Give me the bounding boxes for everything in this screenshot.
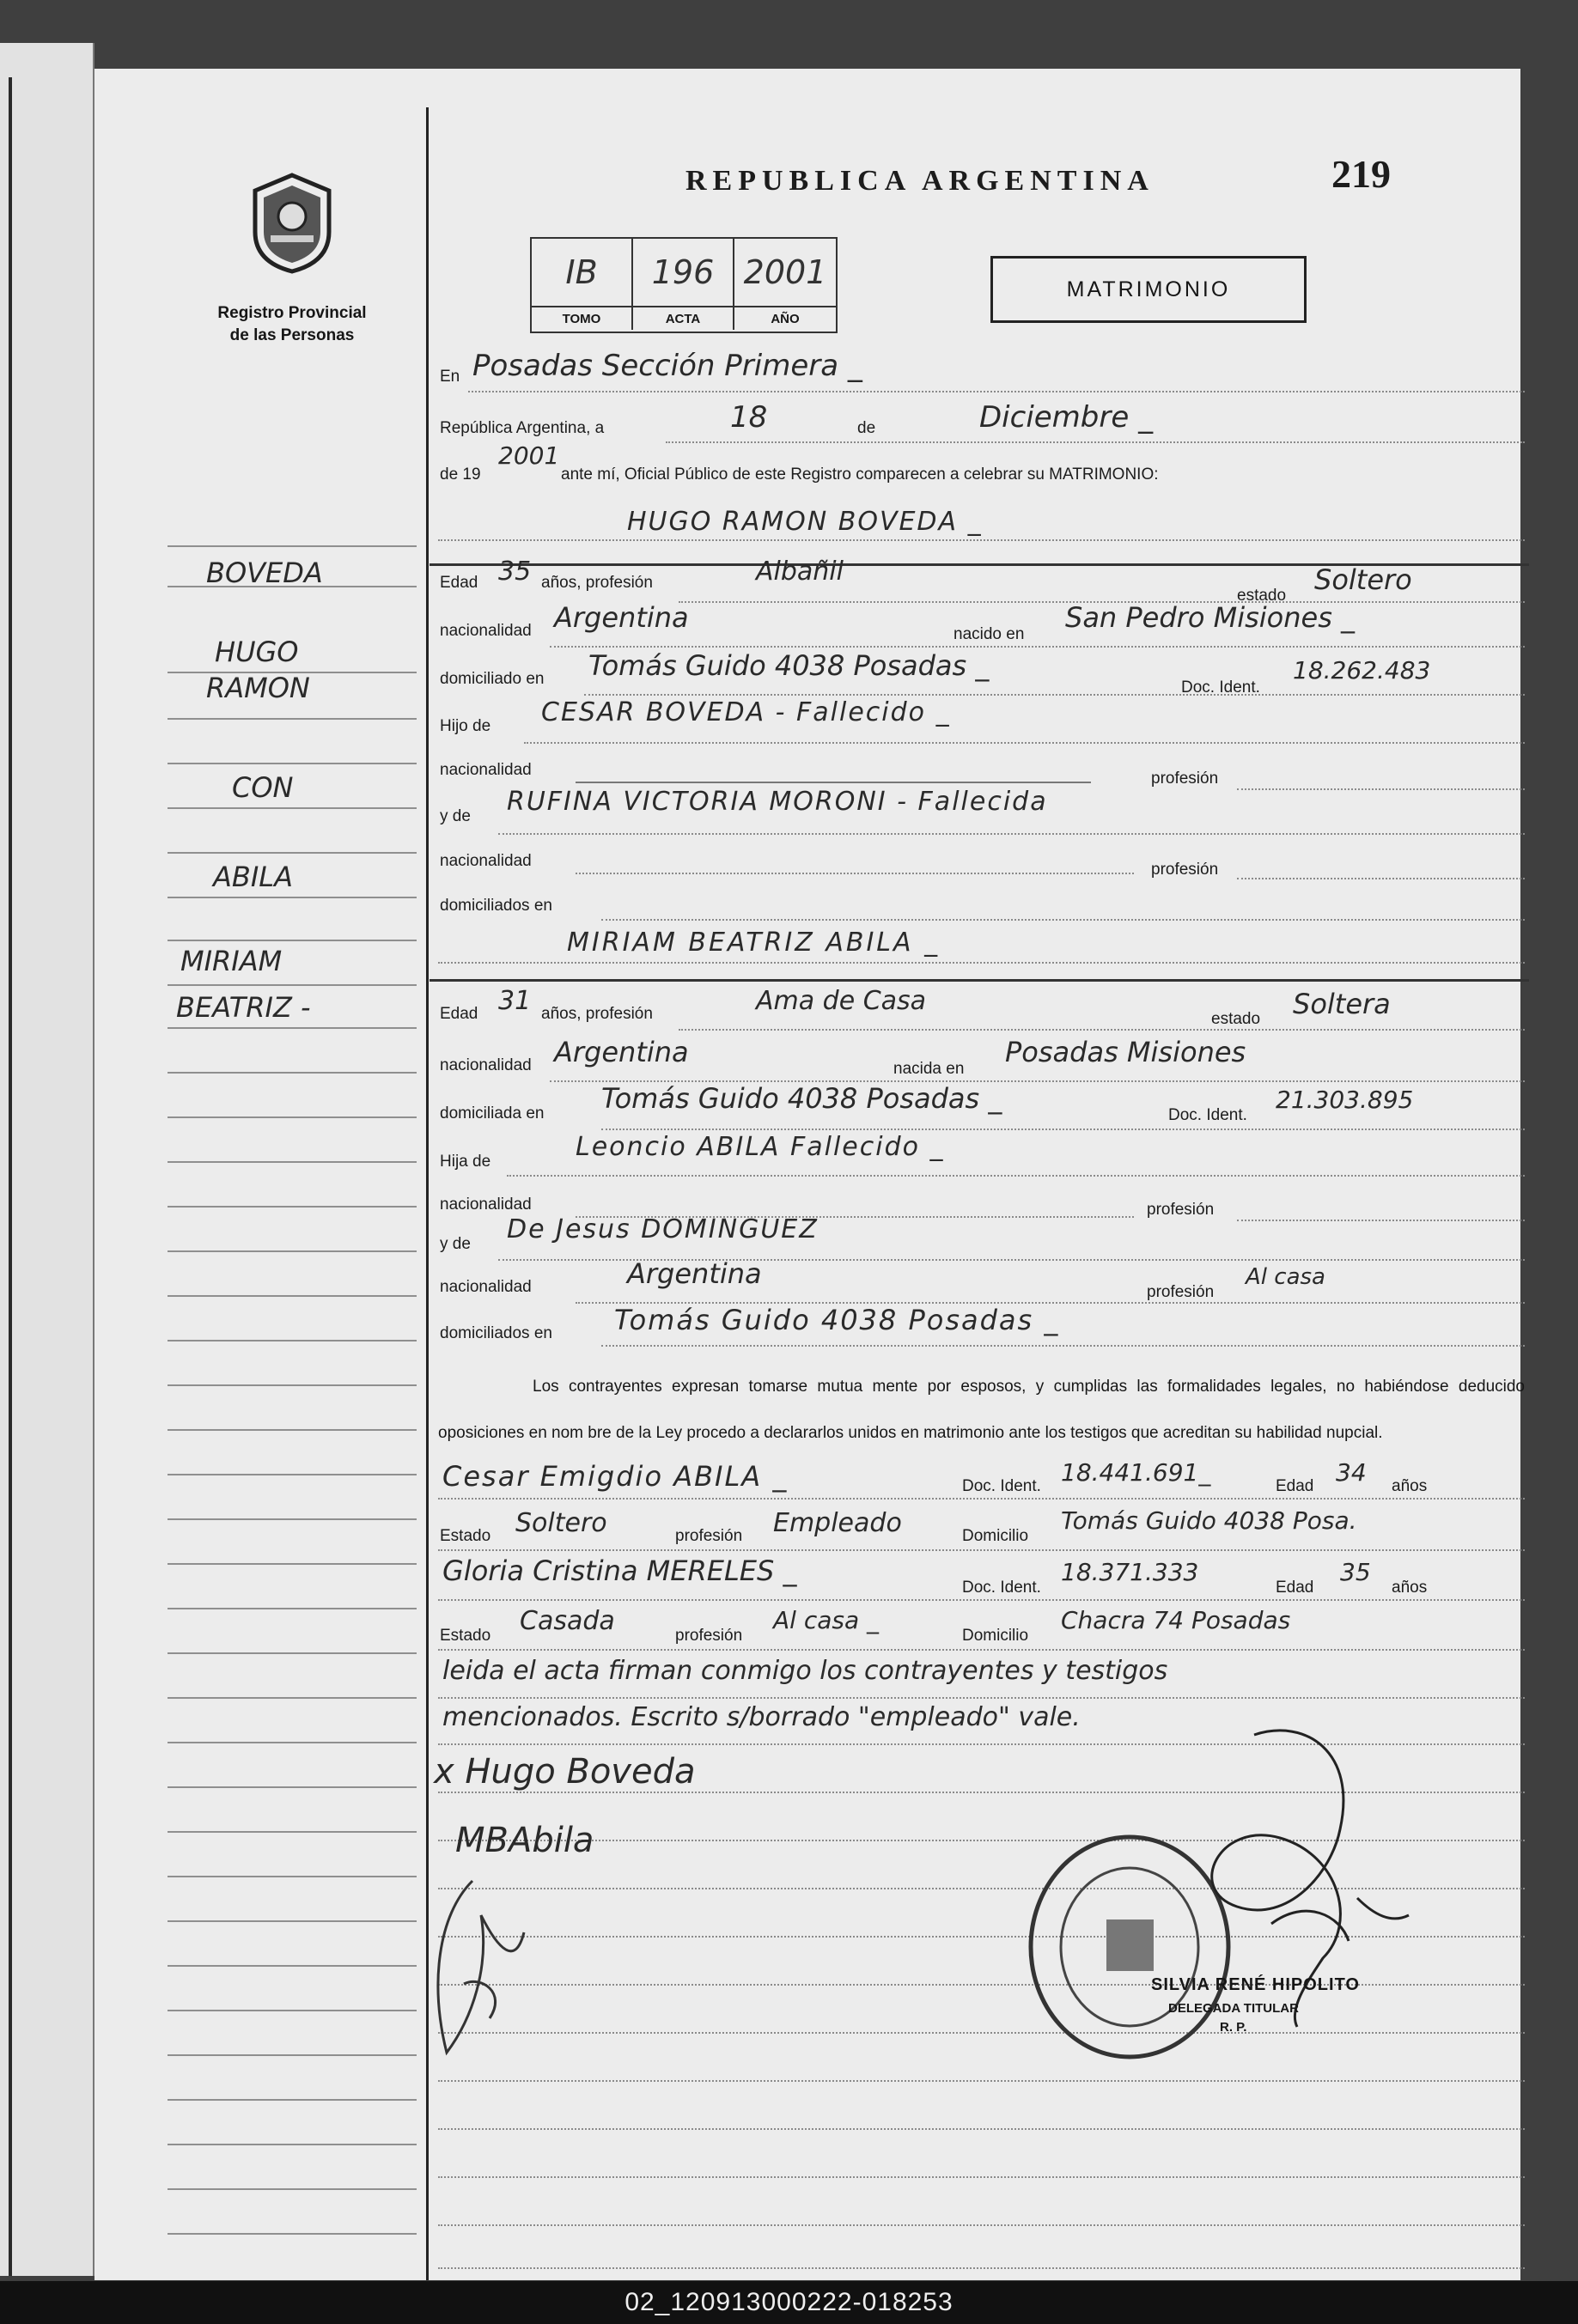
edad-label: Edad xyxy=(440,1005,478,1023)
estado-label: Estado xyxy=(440,1627,491,1645)
anio-value: 2001 xyxy=(743,253,827,291)
certificate-sheet xyxy=(94,69,1525,2280)
estado-label: Estado xyxy=(440,1527,491,1545)
tomo-label: TOMO xyxy=(532,306,633,330)
witness1-doc: 18.441.691_ xyxy=(1061,1458,1211,1487)
domiciliado-en-label: domiciliado en xyxy=(440,670,545,688)
witness2-domicilio: Chacra 74 Posadas xyxy=(1061,1606,1291,1634)
page-number: 219 xyxy=(1331,152,1391,196)
acta-label: ACTA xyxy=(633,306,734,330)
bride-domicilio: Tomás Guido 4038 Posadas _ xyxy=(601,1082,1002,1115)
witness1-domicilio: Tomás Guido 4038 Posa. xyxy=(1061,1506,1357,1535)
doc-ident-label: Doc. Ident. xyxy=(1181,678,1260,697)
acta-value: 196 xyxy=(633,239,734,306)
nacionalidad-label: nacionalidad xyxy=(440,1056,532,1074)
witness1-edad: 34 xyxy=(1336,1458,1367,1487)
nacionalidad-label: nacionalidad xyxy=(440,852,532,870)
y-de-label: y de xyxy=(440,807,471,825)
declaration-text: Los contrayentes expresan tomarse mutua mente por esposos, y cumplidas las formalidades legales, no habiéndose deducido oposiciones en nom bre de la Ley procedo a declararlos unidos en matrimonio ante los testigos que acreditan su habilidad nupcial. xyxy=(438,1378,1525,1442)
edad-label: Edad xyxy=(440,574,478,592)
groom-madre: RUFINA VICTORIA MORONI - Fallecida xyxy=(507,787,1048,817)
hijo-de-label: Hijo de xyxy=(440,717,491,735)
de-label: de xyxy=(857,419,876,437)
tomo-value: IB xyxy=(532,239,633,306)
witness1-profesion: Empleado xyxy=(773,1508,902,1538)
nacionalidad-label: nacionalidad xyxy=(440,1278,532,1296)
groom-nacionalidad: Argentina xyxy=(554,601,689,634)
bride-padre: Leoncio ABILA Fallecido _ xyxy=(576,1132,945,1162)
officer-name: SILVIA RENÉ HIPOLITO xyxy=(1151,1975,1360,1994)
nacida-en-label: nacida en xyxy=(893,1060,965,1078)
anios-profesion-label: años, profesión xyxy=(541,1005,653,1023)
groom-estado: Soltero xyxy=(1314,563,1412,596)
closing-line2: mencionados. Escrito s/borrado "empleado" vale. xyxy=(442,1702,1081,1732)
nacionalidad-label: nacionalidad xyxy=(440,1195,532,1214)
anios-profesion-label: años, profesión xyxy=(541,574,653,592)
doc-ident-label: Doc. Ident. xyxy=(1168,1106,1247,1124)
witness2-name: Gloria Cristina MERELES _ xyxy=(442,1554,797,1587)
registry-office-label xyxy=(180,302,404,347)
groom-profesion: Albañil xyxy=(756,557,844,587)
witness2-profesion: Al casa _ xyxy=(773,1606,880,1634)
page-edge-rule xyxy=(9,77,12,2276)
witness1-name: Cesar Emigdio ABILA _ xyxy=(442,1460,789,1493)
previous-page-edge xyxy=(0,43,94,2276)
bride-edad: 31 xyxy=(498,986,532,1016)
registry-office-line2: de las Personas xyxy=(229,326,355,344)
domiciliada-en-label: domiciliada en xyxy=(440,1104,545,1122)
bride-nacionalidad: Argentina xyxy=(554,1036,689,1068)
anio-label: AÑO xyxy=(734,306,836,330)
domiciliados-en-label: domiciliados en xyxy=(440,1324,552,1342)
country-title: REPUBLICA ARGENTINA xyxy=(685,165,1155,197)
dia-value: 18 xyxy=(730,400,768,435)
bride-madre-profesion: Al casa xyxy=(1246,1264,1325,1290)
anios-label: años xyxy=(1392,1579,1428,1597)
witness1-estado: Soltero xyxy=(515,1508,607,1538)
y-de-label: y de xyxy=(440,1235,471,1253)
nacido-en-label: nacido en xyxy=(954,625,1025,643)
bride-signature: MBAbila xyxy=(455,1821,594,1860)
republica-label: República Argentina, a xyxy=(440,419,605,437)
bride-domiciliados: Tomás Guido 4038 Posadas _ xyxy=(614,1304,1060,1336)
bride-profesion: Ama de Casa xyxy=(756,986,927,1016)
officer-role: DELEGADA TITULAR xyxy=(1168,2001,1299,2016)
profesion-label: profesión xyxy=(1147,1201,1215,1219)
witness2-doc: 18.371.333 xyxy=(1061,1558,1199,1586)
profesion-label: profesión xyxy=(1151,770,1219,788)
margin-note-con: CON xyxy=(232,771,294,804)
groom-padre: CESAR BOVEDA - Fallecido _ xyxy=(541,697,951,727)
en-label: En xyxy=(440,368,460,386)
domicilio-label: Domicilio xyxy=(962,1627,1029,1645)
bride-estado: Soltera xyxy=(1293,988,1391,1020)
ante-mi-sentence: ante mí, Oficial Público de este Registro comparecen a celebrar su MATRIMONIO: xyxy=(561,465,1159,484)
year-handwritten: 2001 xyxy=(498,441,560,470)
witness-signature-scribble xyxy=(421,1864,541,2087)
anios-label: años xyxy=(1392,1477,1428,1495)
bride-madre-nacionalidad: Argentina xyxy=(627,1257,762,1290)
margin-note-bride-surname: ABILA xyxy=(213,861,293,893)
doc-ident-label: Doc. Ident. xyxy=(962,1579,1041,1597)
bride-madre: De Jesus DOMINGUEZ xyxy=(507,1214,819,1244)
profesion-label: profesión xyxy=(675,1527,743,1545)
doc-ident-label: Doc. Ident. xyxy=(962,1477,1041,1495)
edad-label: Edad xyxy=(1276,1579,1314,1597)
estado-label: estado xyxy=(1211,1010,1261,1028)
profesion-label: profesión xyxy=(675,1627,743,1645)
domicilio-label: Domicilio xyxy=(962,1527,1029,1545)
hija-de-label: Hija de xyxy=(440,1153,491,1171)
witness2-edad: 35 xyxy=(1340,1558,1371,1586)
profesion-label: profesión xyxy=(1147,1283,1215,1301)
witness2-estado: Casada xyxy=(520,1606,615,1636)
bride-name: MIRIAM BEATRIZ ABILA _ xyxy=(567,928,941,958)
coat-of-arms-icon xyxy=(245,172,339,275)
groom-domicilio: Tomás Guido 4038 Posadas _ xyxy=(588,649,990,682)
groom-nacido-en: San Pedro Misiones _ xyxy=(1065,601,1356,634)
officer-unit: R. P. xyxy=(1220,2020,1247,2035)
bride-doc: 21.303.895 xyxy=(1276,1086,1414,1114)
nacionalidad-label: nacionalidad xyxy=(440,761,532,779)
profesion-label: profesión xyxy=(1151,861,1219,879)
groom-edad: 35 xyxy=(498,557,532,587)
year-prefix-label: de 19 xyxy=(440,465,481,484)
closing-line1: leida el acta firman conmigo los contrayentes y testigos xyxy=(442,1656,1168,1686)
groom-signature: x Hugo Boveda xyxy=(434,1752,696,1792)
contrayente1-name: HUGO RAMON BOVEDA _ xyxy=(627,507,983,537)
margin-note-second-name: RAMON xyxy=(206,672,310,704)
edad-label: Edad xyxy=(1276,1477,1314,1495)
margin-note-first-name: HUGO xyxy=(215,636,299,668)
bride-nacida-en: Posadas Misiones xyxy=(1005,1036,1246,1068)
nacionalidad-label: nacionalidad xyxy=(440,622,532,640)
margin-note-bride-second: BEATRIZ - xyxy=(176,991,311,1024)
estado-label: estado xyxy=(1237,587,1287,605)
mes-value: Diciembre _ xyxy=(979,400,1154,435)
groom-doc: 18.262.483 xyxy=(1293,656,1431,684)
scan-id-footer: 02_120913000222-018253 xyxy=(0,2281,1578,2324)
margin-note-bride-first: MIRIAM xyxy=(180,945,283,977)
lugar-value: Posadas Sección Primera _ xyxy=(472,349,862,383)
record-type-box: MATRIMONIO xyxy=(990,256,1307,323)
domiciliados-en-label: domiciliados en xyxy=(440,897,552,915)
margin-note-surname: BOVEDA xyxy=(206,557,323,589)
registry-number-box xyxy=(530,237,838,333)
registry-office-line1: Registro Provincial xyxy=(217,304,367,322)
